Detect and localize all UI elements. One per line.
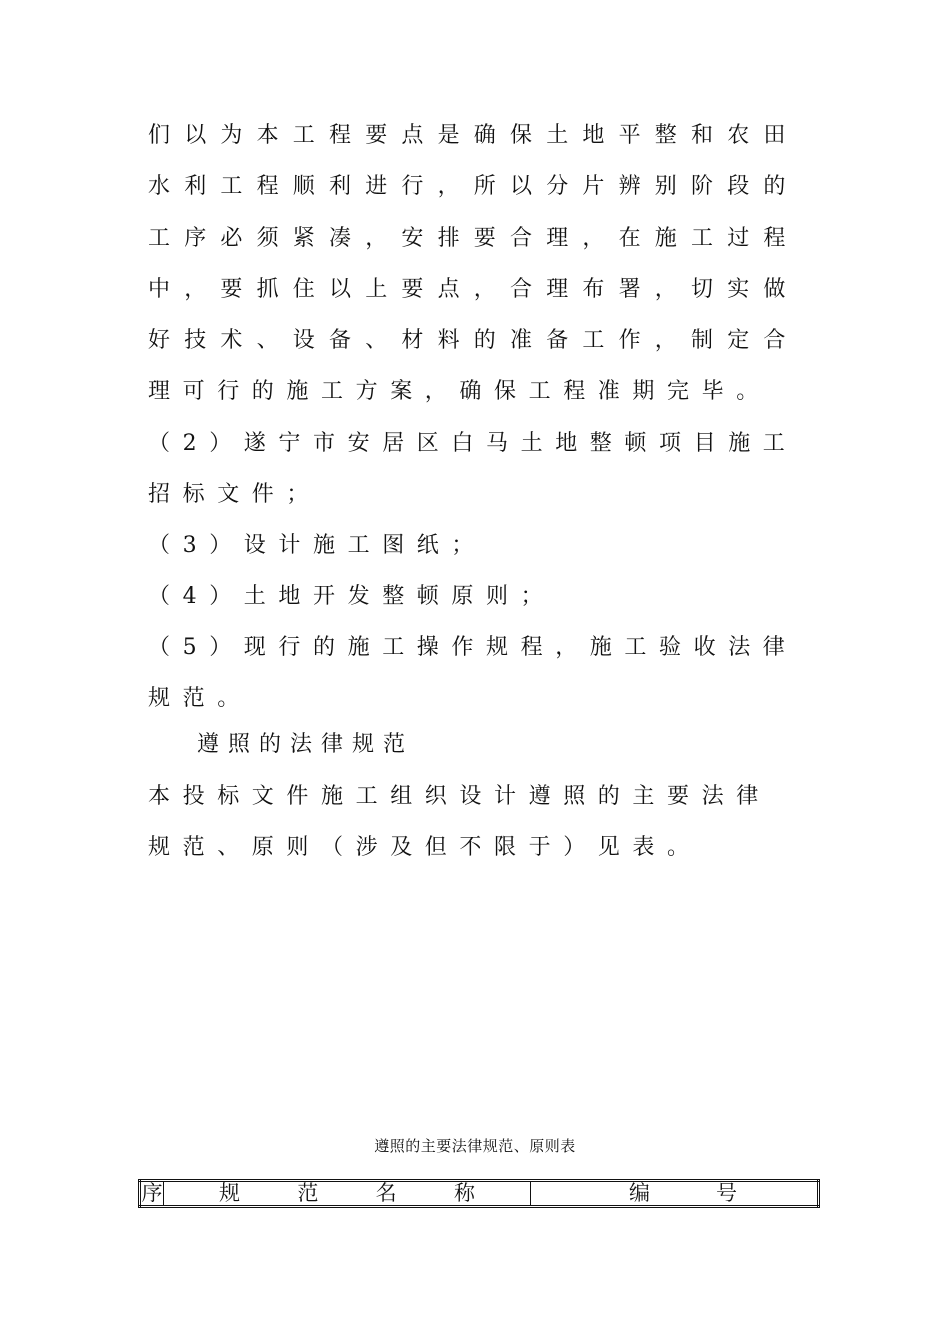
header-code-char: 编: [629, 1181, 650, 1205]
paragraph-work-focus: 们以为本工程要点是确保土地平整和农田水利工程顺利进行，所以分片辨别阶段的工序必须紧凑，安排要合理，在施工过程中，要抓住以上要点，合理布署，切实做好技术、设备、材料的准备工作，制定合理可行的施工方案，确保工程准期完毕。: [148, 123, 798, 405]
header-name-char: 称: [453, 1181, 475, 1205]
list-item-design-drawings: （3）设计施工图纸；: [148, 533, 486, 558]
standards-table: [138, 1179, 820, 1208]
list-item-tender-document: （2）遂宁市安居区白马土地整顿项目施工招标文件；: [148, 431, 798, 508]
section-heading: 遵照的法律规范: [197, 732, 415, 757]
header-name-char: 范: [297, 1181, 319, 1205]
header-index: 序: [141, 1181, 163, 1205]
header-code: [531, 1181, 819, 1207]
header-name: [164, 1181, 531, 1207]
header-name-char: 名: [375, 1181, 397, 1205]
table-header-row: [140, 1181, 819, 1207]
table-caption: 遵照的主要法律规范、原则表: [374, 1137, 576, 1155]
list-item-operation-rules: （5）现行的施工操作规程，施工验收法律规范。: [148, 635, 798, 712]
section-body: 本投标文件施工组织设计遵照的主要法律规范、原则（涉及但不限于）见表。: [148, 784, 771, 861]
header-name-char: 规: [219, 1181, 240, 1205]
list-item-land-principles: （4）土地开发整顿原则；: [148, 584, 556, 609]
header-code-char: 号: [716, 1181, 737, 1205]
